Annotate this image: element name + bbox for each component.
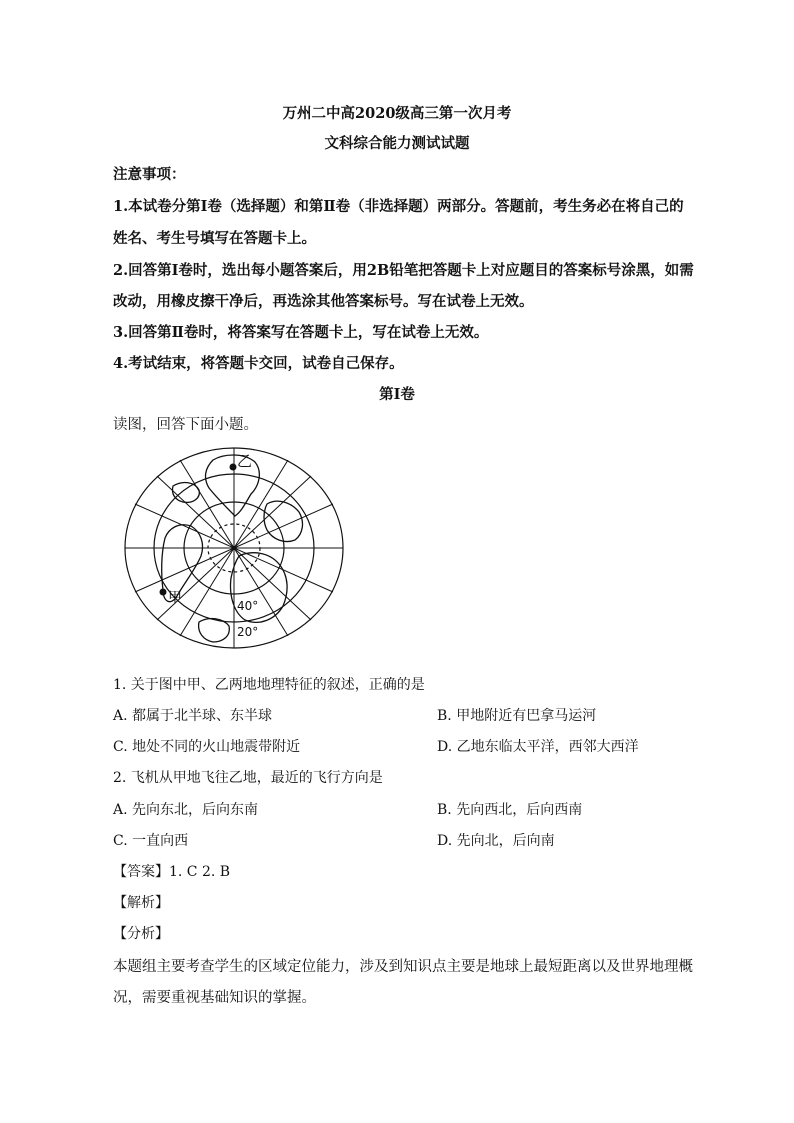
section-intro: 读图，回答下面小题。 bbox=[113, 417, 258, 433]
label-20: 20° bbox=[237, 625, 259, 639]
section-title: 第Ⅰ卷 bbox=[379, 386, 415, 403]
meridian-lines bbox=[125, 448, 343, 648]
analysis-body-2: 况，需要重视基础知识的掌握。 bbox=[113, 990, 316, 1006]
label-jia: 甲 bbox=[168, 590, 182, 606]
point-yi-marker bbox=[230, 464, 237, 471]
q1-option-c: C. 地处不同的火山地震带附近 bbox=[113, 739, 301, 755]
q1-option-a: A. 都属于北半球、东半球 bbox=[113, 708, 273, 724]
notice-line-4: 改动，用橡皮擦干净后，再选涂其他答案标号。写在试卷上无效。 bbox=[113, 293, 534, 310]
analysis-heading: 【解析】 bbox=[113, 895, 169, 911]
q2-option-b: B. 先向西北，后向西南 bbox=[437, 802, 583, 818]
q2-stem: 2. 飞机从甲地飞往乙地，最近的飞行方向是 bbox=[113, 770, 383, 786]
q1-stem: 1. 关于图中甲、乙两地地理特征的叙述，正确的是 bbox=[113, 677, 425, 693]
page-subtitle: 文科综合能力测试试题 bbox=[324, 135, 470, 152]
point-jia-marker bbox=[160, 589, 167, 596]
q2-option-a: A. 先向东北，后向东南 bbox=[113, 802, 259, 818]
page-title: 万州二中高2020级高三第一次月考 bbox=[282, 105, 512, 122]
polar-map-figure bbox=[113, 446, 353, 656]
q2-option-d: D. 先向北，后向南 bbox=[437, 833, 555, 849]
notice-line-6: 4.考试结束，将答题卡交回，试卷自己保存。 bbox=[113, 355, 404, 372]
label-yi: 乙 bbox=[237, 452, 253, 470]
label-40: 40° bbox=[237, 599, 259, 613]
q2-option-c: C. 一直向西 bbox=[113, 833, 189, 849]
q1-option-d: D. 乙地东临太平洋，西邻大西洋 bbox=[437, 739, 639, 755]
notice-line-5: 3.回答第Ⅱ卷时，将答案写在答题卡上，写在试卷上无效。 bbox=[113, 324, 489, 341]
notice-line-3: 2.回答第Ⅰ卷时，选出每小题答案后，用2B铅笔把答题卡上对应题目的答案标号涂黑，如需 bbox=[113, 262, 694, 279]
fenxi-heading: 【分析】 bbox=[113, 926, 169, 942]
notice-line-1: 1.本试卷分第Ⅰ卷（选择题）和第Ⅱ卷（非选择题）两部分。答题前，考生务必在将自己的 bbox=[113, 198, 684, 215]
notice-heading: 注意事项： bbox=[113, 166, 186, 183]
q1-option-b: B. 甲地附近有巴拿马运河 bbox=[437, 708, 597, 724]
analysis-body-1: 本题组主要考查学生的区域定位能力，涉及到知识点主要是地球上最短距离以及世界地理概 bbox=[113, 959, 693, 975]
answer-line: 【答案】1. C 2. B bbox=[113, 864, 231, 880]
notice-line-2: 姓名、考生号填写在答题卡上。 bbox=[113, 230, 316, 247]
